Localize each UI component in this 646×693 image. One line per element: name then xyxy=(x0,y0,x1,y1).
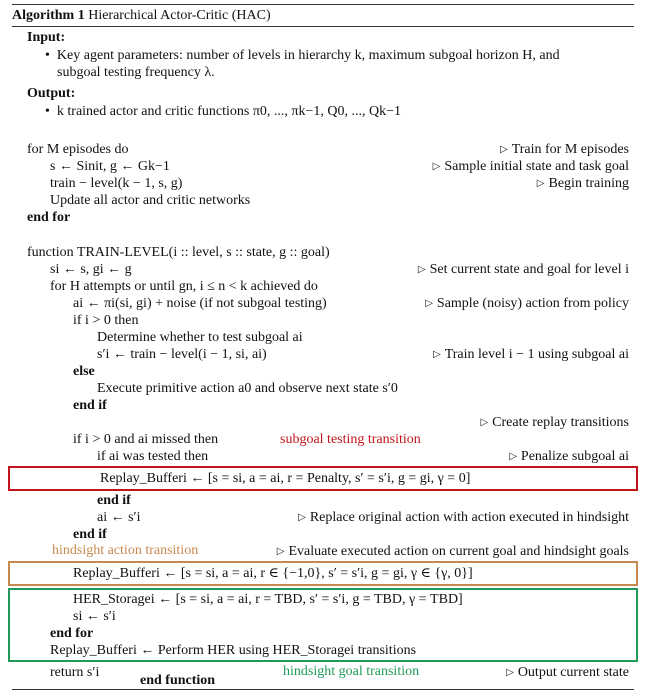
input-text-2: subgoal testing frequency λ. xyxy=(57,65,215,80)
tested-line: if ai was tested then xyxy=(97,449,209,464)
comment-sample-initial: ▷ Sample initial state and task goal xyxy=(432,159,629,174)
main-for-line: for M episodes do xyxy=(27,142,129,157)
attempts-for-line: for H attempts or until gn, i ≤ n < k achieved do xyxy=(50,279,318,294)
penalty-transition-line: Replay_Bufferi ← [s = si, a = ai, r = Penalty, s′ = s′i, g = gi, γ = 0] xyxy=(100,471,471,486)
comment-sample-action: ▷ Sample (noisy) action from policy xyxy=(425,296,629,311)
execute-line: Execute primitive action a0 and observe next state s′0 xyxy=(97,381,398,396)
end-if-1: end if xyxy=(73,398,107,413)
annotation-hindsight-goal: hindsight goal transition xyxy=(283,664,420,679)
missed-line: if i > 0 and ai missed then xyxy=(73,432,219,447)
comment-train-level: ▷ Train level i − 1 using subgoal ai xyxy=(432,347,629,362)
determine-line: Determine whether to test subgoal ai xyxy=(97,330,303,345)
sample-action-line: ai ← πi(si, gi) + noise (if not subgoal testing) xyxy=(73,296,327,311)
output-bullet: • k trained actor and critic functions π0, ..., πk−1, Q0, ..., Qk−1 xyxy=(45,104,401,119)
function-signature: function TRAIN-LEVEL(i :: level, s :: state, g :: goal) xyxy=(27,245,330,260)
main-update-line: Update all actor and critic networks xyxy=(50,193,251,208)
return-line: return s′i xyxy=(50,665,100,680)
comment-output-state: ▷ Output current state xyxy=(506,665,629,680)
main-end-for: end for xyxy=(27,210,71,225)
replace-line: ai ← s′i xyxy=(97,510,141,525)
train-sub-line: s′i ← train − level(i − 1, si, ai) xyxy=(97,347,267,362)
algorithm-label: Algorithm 1 xyxy=(12,8,85,23)
output-text: k trained actor and critic functions π0, ..., πk−1, Q0, ..., Qk−1 xyxy=(56,104,401,119)
comment-evaluate: ▷ Evaluate executed action on current goal and hindsight goals xyxy=(276,544,629,559)
end-function: end function xyxy=(140,673,216,688)
comment-begin-training: ▷ Begin training xyxy=(536,176,629,191)
input-heading: Input: xyxy=(27,30,66,45)
else-line: else xyxy=(73,364,95,379)
hindsight-action-line: Replay_Bufferi ← [s = si, a = ai, r ∈ {−1,0}, s′ = s′i, g = gi, γ ∈ {γ, 0}] xyxy=(73,566,473,581)
title-rule xyxy=(12,26,634,27)
perform-her-line: Replay_Bufferi ← Perform HER using HER_Storagei transitions xyxy=(50,643,417,658)
update-state-line: si ← s′i xyxy=(73,609,116,624)
set-state-line: si ← s, gi ← g xyxy=(50,262,132,277)
top-rule xyxy=(12,4,634,5)
if-level-line: if i > 0 then xyxy=(73,313,139,328)
algorithm-title xyxy=(12,7,271,24)
annotation-subgoal-testing: subgoal testing transition xyxy=(280,432,421,447)
bottom-rule xyxy=(12,689,634,690)
comment-train-episodes: ▷ Train for M episodes xyxy=(499,142,629,157)
output-heading: Output: xyxy=(27,86,76,101)
main-init-line: s ← Sinit, g ← Gk−1 xyxy=(50,159,170,174)
input-bullet: • Key agent parameters: number of levels in hierarchy k, maximum subgoal horizon H, and xyxy=(45,48,560,63)
comment-replay: ▷ Create replay transitions xyxy=(480,415,629,430)
comment-set-state: ▷ Set current state and goal for level i xyxy=(417,262,629,277)
annotation-hindsight-action: hindsight action transition xyxy=(52,543,199,558)
comment-penalize: ▷ Penalize subgoal ai xyxy=(509,449,629,464)
input-text-1: Key agent parameters: number of levels in hierarchy k, maximum subgoal horizon H, and xyxy=(56,48,560,63)
end-if-2: end if xyxy=(97,493,131,508)
algorithm-name: Hierarchical Actor-Critic (HAC) xyxy=(88,8,271,23)
end-if-3: end if xyxy=(73,527,107,542)
main-train-line: train − level(k − 1, s, g) xyxy=(50,176,183,191)
end-for-attempts: end for xyxy=(50,626,94,641)
comment-replace: ▷ Replace original action with action executed in hindsight xyxy=(298,510,629,525)
her-storage-line: HER_Storagei ← [s = si, a = ai, r = TBD, s′ = s′i, g = TBD, γ = TBD] xyxy=(73,592,463,607)
